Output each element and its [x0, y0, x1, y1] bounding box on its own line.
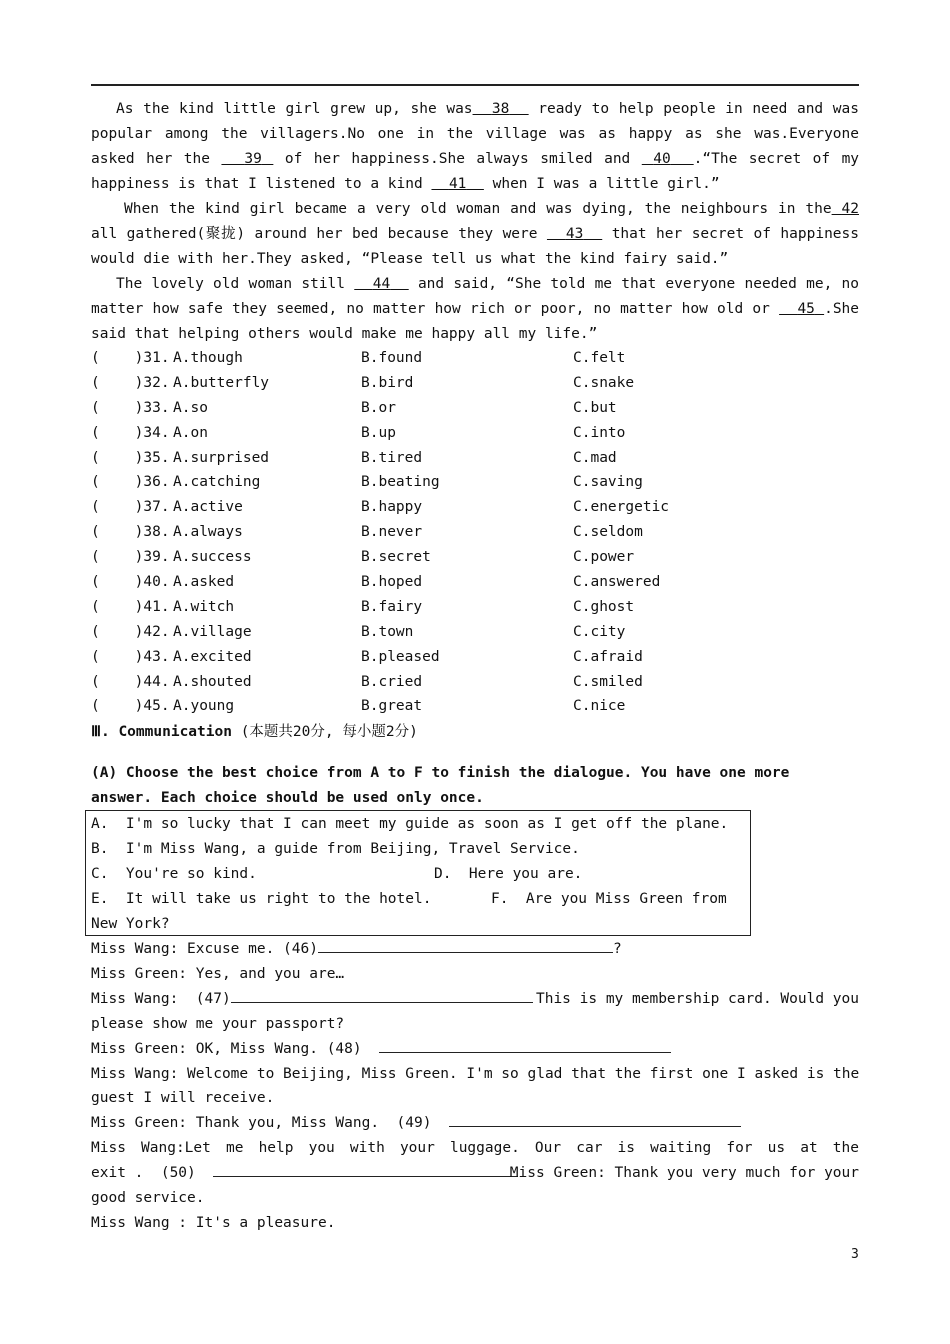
dialogue-line: Miss Wang : It's a pleasure. — [91, 1214, 336, 1231]
answer-blank-47[interactable] — [231, 988, 533, 1003]
option-c: C.felt — [573, 350, 626, 366]
dialogue-line-46: Miss Wang: Excuse me. (46) ? — [91, 937, 859, 962]
option-a: A.excited — [173, 648, 252, 665]
option-row — [91, 545, 859, 570]
blank-40: 40 — [653, 150, 671, 167]
option-c: C.smiled — [573, 673, 643, 690]
dialogue — [91, 937, 859, 1236]
question-number[interactable]: ( )36. — [91, 474, 170, 491]
blank-44: 44 — [372, 276, 391, 292]
question-number[interactable]: ( )39. — [91, 549, 170, 566]
passage-text: of her happiness.She always smiled and — [284, 150, 631, 167]
option-a: A.always — [173, 524, 243, 541]
option-a: A.catching — [173, 474, 261, 491]
section-heading — [91, 720, 418, 744]
dialogue-line: Miss Wang: Welcome to Beijing, Miss Green. I'm so glad that the first one I asked is the — [91, 1065, 860, 1082]
option-row — [91, 470, 859, 495]
answer-blank-50[interactable] — [213, 1162, 518, 1177]
option-c: C.city — [573, 623, 626, 640]
option-a: A.surprised — [173, 449, 270, 466]
dialogue-line: Miss Green: Yes, and you are… — [91, 965, 345, 982]
passage-text: When the kind girl became a very old woman and was dying, the neighbours in the — [124, 201, 832, 217]
question-number[interactable]: ( )42. — [91, 623, 170, 640]
dialogue-line-47: Miss Wang: (47) This is my membership card. Would you — [91, 987, 859, 1012]
option-row — [91, 396, 859, 421]
option-c: C.into — [573, 424, 626, 441]
option-b: B.fairy — [361, 598, 423, 615]
choice-c: C. You're so kind. — [91, 866, 257, 882]
choice-b: B. I'm Miss Wang, a guide from Beijing, Travel Service. — [91, 841, 580, 857]
option-c: C.power — [573, 549, 635, 566]
options-list — [91, 346, 859, 719]
dialogue-line-49: Miss Green: Thank you, Miss Wang. (49) — [91, 1111, 859, 1136]
question-number[interactable]: ( )32. — [91, 374, 170, 391]
option-row — [91, 446, 859, 471]
section-score-note: (本题共20分, 每小题2分) — [240, 724, 418, 740]
option-c: C.nice — [573, 698, 626, 715]
blank-41: 41 — [448, 175, 467, 192]
choice-f: F. Are you Miss Green from — [491, 891, 727, 907]
choices-box — [85, 810, 751, 936]
option-b: B.secret — [361, 549, 431, 566]
dialogue-line: Miss Wang:Let me help you with your luggage. Our car is waiting for us at the — [91, 1140, 859, 1157]
option-c: C.saving — [573, 474, 643, 491]
choice-e: E. It will take us right to the hotel. — [91, 891, 432, 907]
question-number[interactable]: ( )40. — [91, 574, 170, 591]
option-b: B.or — [361, 399, 396, 416]
passage-text: when I was a little girl.” — [492, 175, 720, 192]
passage-text: As the kind little girl grew up, she was — [116, 101, 473, 117]
passage-text: .“The secret of my happiness is that I listened to a kind — [91, 150, 860, 192]
option-row — [91, 645, 859, 670]
option-a: A.so — [173, 399, 208, 416]
blank-42: 42 — [841, 201, 859, 217]
option-b: B.bird — [361, 374, 414, 391]
option-row — [91, 371, 859, 396]
question-number[interactable]: ( )35. — [91, 449, 170, 466]
option-b: B.cried — [361, 673, 423, 690]
option-row — [91, 670, 859, 695]
option-c: C.answered — [573, 574, 661, 591]
blank-39: 39 — [244, 150, 262, 167]
section-instruction: (A) Choose the best choice from A to F to finish the dialogue. You have one more answer. Each choice should be used only once. — [91, 765, 790, 806]
passage-paragraph-3 — [91, 272, 859, 347]
blank-45: 45 — [797, 300, 815, 317]
option-row — [91, 620, 859, 645]
option-b: B.never — [361, 524, 423, 541]
option-row — [91, 595, 859, 620]
answer-blank-49[interactable] — [449, 1112, 741, 1127]
question-number[interactable]: ( )33. — [91, 399, 170, 416]
question-number[interactable]: ( )37. — [91, 499, 170, 516]
option-b: B.hoped — [361, 574, 423, 591]
question-number[interactable]: ( )38. — [91, 524, 170, 541]
dialogue-line: good service. — [91, 1190, 205, 1207]
choice-a: A. I'm so lucky that I can meet my guide as soon as I get off the plane. — [91, 816, 729, 832]
option-row — [91, 421, 859, 446]
blank-38: 38 — [491, 101, 510, 117]
passage-text: ready to help people in need and was popular among the villagers.No one in the village was as happy as she was.Everyone asked her the — [91, 101, 859, 167]
option-row — [91, 694, 859, 719]
option-a: A.village — [173, 623, 252, 640]
option-b: B.happy — [361, 499, 423, 516]
passage-paragraph-2 — [91, 197, 859, 272]
option-a: A.shouted — [173, 673, 252, 690]
option-c: C.ghost — [573, 598, 635, 615]
question-number[interactable]: ( )41. — [91, 598, 170, 615]
option-row — [91, 346, 859, 371]
option-c: C.seldom — [573, 524, 643, 541]
option-a: A.witch — [173, 598, 235, 615]
passage-text: .She said that helping others would make me happy all my life.” — [91, 300, 860, 342]
blank-43: 43 — [565, 225, 584, 242]
question-number[interactable]: ( )43. — [91, 648, 170, 665]
option-a: A.on — [173, 424, 208, 441]
choice-f-continued: New York? — [91, 916, 170, 932]
dialogue-line-50: exit . (50) Miss Green: Thank you very much for your — [91, 1161, 859, 1186]
option-b: B.tired — [361, 449, 423, 466]
option-a: A.active — [173, 499, 243, 516]
passage-text: and said, “She told me that everyone needed me, no matter how safe they seemed, no matter how rich or poor, no matter how old or — [91, 276, 860, 317]
option-b: B.pleased — [361, 648, 440, 665]
passage-text: all gathered(聚拢) around her bed because they were — [91, 225, 538, 242]
option-a: A.though — [173, 350, 243, 366]
option-a: A.butterfly — [173, 374, 270, 391]
option-b: B.beating — [361, 474, 440, 491]
option-row — [91, 570, 859, 595]
passage-paragraph-1 — [91, 97, 859, 197]
question-number[interactable]: ( )44. — [91, 673, 170, 690]
dialogue-line: please show me your passport? — [91, 1015, 345, 1032]
page-number: 3 — [851, 1247, 859, 1262]
header-rule — [91, 84, 859, 86]
option-b: B.up — [361, 424, 396, 441]
option-row — [91, 520, 859, 545]
choice-d: D. Here you are. — [434, 866, 583, 882]
option-b: B.great — [361, 698, 423, 715]
question-number[interactable]: ( )45. — [91, 698, 170, 715]
option-c: C.mad — [573, 449, 617, 466]
option-a: A.young — [173, 698, 235, 715]
option-b: B.town — [361, 623, 414, 640]
option-b: B.found — [361, 350, 423, 366]
question-number[interactable]: ( )34. — [91, 424, 170, 441]
section-title: Ⅲ. Communication — [91, 724, 232, 740]
question-number[interactable]: ( )31. — [91, 350, 170, 366]
option-c: C.snake — [573, 374, 635, 391]
option-row — [91, 495, 859, 520]
option-c: C.afraid — [573, 648, 643, 665]
dialogue-line: guest I will receive. — [91, 1090, 275, 1107]
answer-blank-48[interactable] — [379, 1038, 671, 1053]
passage-text: The lovely old woman still — [116, 276, 346, 292]
answer-blank-46[interactable] — [318, 938, 613, 953]
option-c: C.energetic — [573, 499, 670, 516]
dialogue-line-48: Miss Green: OK, Miss Wang. (48) — [91, 1037, 859, 1062]
option-a: A.asked — [173, 574, 235, 591]
option-c: C.but — [573, 399, 617, 416]
passage-text: that her secret of happiness would die with her.They asked, “Please tell us what the kind fairy said.” — [91, 225, 859, 267]
option-a: A.success — [173, 549, 252, 566]
